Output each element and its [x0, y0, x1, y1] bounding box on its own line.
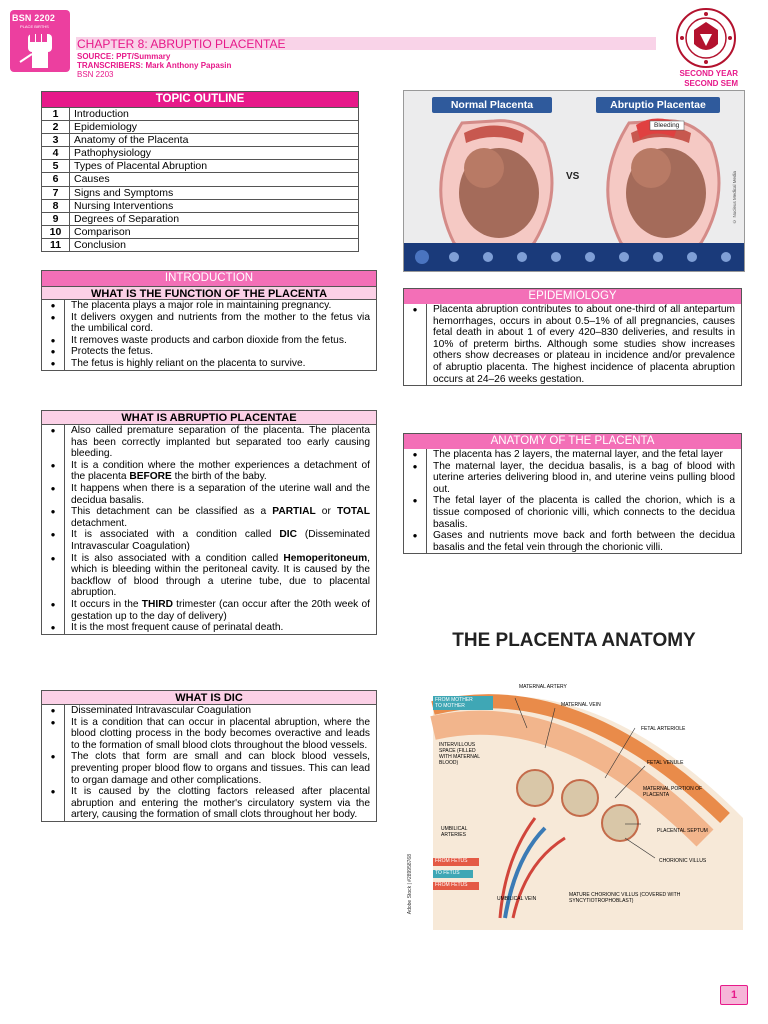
- topic-outline: [41, 91, 359, 252]
- abruptio-placentae-label: Abruptio Placentae: [596, 97, 720, 113]
- stock-credit: Adobe Stock | #289958768: [407, 854, 413, 915]
- logo: [10, 10, 70, 72]
- abruptio-subtitle: WHAT IS ABRUPTIO PLACENTAE: [42, 411, 376, 425]
- placenta-anatomy-image: [405, 668, 743, 930]
- bleeding-label: Bleeding: [654, 122, 680, 129]
- normal-placenta-label: Normal Placenta: [432, 97, 552, 113]
- list-item: ● It is a condition where the mother experiences a detachment of the placenta BEFORE the birth of the baby.: [42, 460, 376, 483]
- transcribers-line: TRANSCRIBERS: Mark Anthony Papasin: [77, 61, 232, 70]
- label-umbilical-vein: UMBILICAL VEIN: [497, 896, 537, 902]
- list-item: ● This detachment can be classified as a PARTIAL or TOTAL detachment.: [42, 506, 376, 529]
- outline-row: 11 Conclusion: [42, 238, 358, 251]
- list-item: ● It is the most frequent cause of perinatal death.: [42, 622, 376, 634]
- list-item: ● Gases and nutrients move back and forth between the decidua basalis and the fetal vein through the chorionic villi.: [404, 530, 741, 553]
- list-item: ● Disseminated Intravascular Coagulation: [42, 705, 376, 717]
- outline-row: 4 Pathophysiology: [42, 146, 358, 159]
- list-item: ● The fetus is highly reliant on the placenta to survive.: [42, 358, 376, 370]
- intro-box: [41, 270, 377, 371]
- label-from-fetus-2: FROM FETUS: [435, 882, 468, 888]
- list-item: ● It removes waste products and carbon dioxide from the fetus.: [42, 335, 376, 347]
- year-label: SECOND YEAR: [679, 69, 738, 78]
- page-number: 1: [720, 985, 748, 1005]
- outline-row: 5 Types of Placental Abruption: [42, 159, 358, 172]
- list-item: ● The clots that form are small and can block blood vessels, preventing proper blood flow to organs and tissues. This can lead to organ damage and other complications.: [42, 751, 376, 786]
- placenta-comparison-image: [403, 90, 745, 272]
- label-to-mother: TO MOTHER: [435, 703, 465, 709]
- label-fetal-arteriole: FETAL ARTERIOLE: [641, 726, 686, 732]
- outline-row: 2 Epidemiology: [42, 120, 358, 133]
- label-to-fetus: TO FETUS: [435, 870, 460, 876]
- list-item: ● It delivers oxygen and nutrients from the mother to the fetus via the umbilical cord.: [42, 312, 376, 335]
- label-placental-septum: PLACENTAL SEPTUM: [657, 828, 708, 834]
- label-from-mother: FROM MOTHER: [435, 697, 473, 703]
- anatomy-title: ANATOMY OF THE PLACENTA: [404, 434, 741, 449]
- sem-label: SECOND SEM: [684, 79, 738, 88]
- list-item: ● Protects the fetus.: [42, 346, 376, 358]
- epidemiology-title: EPIDEMIOLOGY: [404, 289, 741, 304]
- list-item: ● Also called premature separation of the placenta. The placenta has been correctly implanted but separated too early causing bleeding.: [42, 425, 376, 460]
- outline-row: 7 Signs and Symptoms: [42, 186, 358, 199]
- vs-label: VS: [566, 171, 580, 182]
- list-item: ● The fetal layer of the placenta is called the chorion, which is a tissue composed of chorionic villi, which connects to the decidua basalis.: [404, 495, 741, 530]
- anatomy-box: [403, 433, 742, 554]
- intro-subtitle: WHAT IS THE FUNCTION OF THE PLACENTA: [42, 286, 376, 300]
- university-seal-icon: [676, 8, 736, 68]
- toolbar-icons: [404, 243, 745, 271]
- list-item: ● It is a condition that can occur in placental abruption, where the blood clotting process in the body becomes overactive and leads to the formation of small blood clots throughout the blood vessels.: [42, 717, 376, 752]
- dic-box: [41, 690, 377, 822]
- epidemiology-box: [403, 288, 742, 386]
- chapter-title: CHAPTER 8: ABRUPTIO PLACENTAE: [77, 37, 286, 51]
- logo-text: BSN 2202: [12, 13, 56, 23]
- outline-row: 3 Anatomy of the Placenta: [42, 133, 358, 146]
- list-item: ● It is associated with a condition called DIC (Disseminated Intravascular Coagulation): [42, 529, 376, 552]
- fist-icon: [18, 28, 62, 70]
- section-line: BSN 2203: [77, 70, 114, 79]
- list-item: ● The placenta has 2 layers, the maternal layer, and the fetal layer: [404, 449, 741, 461]
- label-chorionic-villus: CHORIONIC VILLUS: [659, 858, 707, 864]
- abruptio-box: [41, 410, 377, 635]
- list-item: ● The placenta plays a major role in maintaining pregnancy.: [42, 300, 376, 312]
- label-maternal-vein: MATERNAL VEIN: [561, 702, 601, 708]
- source-line: SOURCE: PPT/Summary: [77, 52, 171, 61]
- list-item: ● It happens when there is a separation of the uterine wall and the decidua basalis.: [42, 483, 376, 506]
- outline-row: 9 Degrees of Separation: [42, 212, 358, 225]
- placenta-anatomy-title: THE PLACENTA ANATOMY: [452, 630, 696, 651]
- list-item: ● Placenta abruption contributes to about one-third of all antepartum hemorrhages, occurs in about 0.5–1% of all pregnancies, causes fetal death in about 1 of every 420–830 deliveries, and results in 10% of preterm births. Although some studies show increases others show decreases or plateau in incidence and/or prevalence of abruptio placenta. The highest incidence of placenta abruption occurs at 24–26 weeks gestation.: [404, 304, 741, 385]
- outline-row: 8 Nursing Interventions: [42, 199, 358, 212]
- label-from-fetus: FROM FETUS: [435, 858, 468, 864]
- outline-row: 10 Comparison: [42, 225, 358, 238]
- label-maternal-portion: MATERNAL PORTION OF PLACENTA: [643, 786, 703, 798]
- logo-subtext: PLACE BIRTHS: [20, 24, 49, 29]
- list-item: ● It occurs in the THIRD trimester (can occur after the 20th week of gestation up to the day of delivery): [42, 599, 376, 622]
- label-maternal-artery: MATERNAL ARTERY: [519, 684, 567, 690]
- outline-row: 6 Causes: [42, 172, 358, 185]
- list-item: ● It is caused by the clotting factors released after placental abruption and entering the mother's circulatory system via the artery, causing the formation of small clots throughout her body.: [42, 786, 376, 821]
- label-umbilical-arteries: UMBILICAL ARTERIES: [441, 826, 468, 838]
- list-item: ● It is also associated with a condition called Hemoperitoneum, which is bleeding within the peritoneal cavity. It is caused by the backflow of blood through a uterine tube, due to placental abruption.: [42, 553, 376, 599]
- intro-title: INTRODUCTION: [42, 271, 376, 286]
- outline-title: TOPIC OUTLINE: [42, 92, 358, 107]
- video-toolbar: [404, 243, 744, 271]
- dic-subtitle: WHAT IS DIC: [42, 691, 376, 705]
- list-item: ● The maternal layer, the decidua basalis, is a bag of blood with uterine arteries delivering blood in, and uterine veins pulling blood out.: [404, 461, 741, 496]
- outline-row: 1 Introduction: [42, 107, 358, 120]
- label-intervillous: INTERVILLOUS SPACE (FILLED WITH MATERNAL BLOOD): [439, 742, 480, 766]
- label-mature-villus: MATURE CHORIONIC VILLUS (COVERED WITH SYNCYTIOTROPHOBLAST): [569, 892, 681, 904]
- watermark: © Nucleus Medical Media: [732, 171, 737, 224]
- label-fetal-venule: FETAL VENULE: [647, 760, 684, 766]
